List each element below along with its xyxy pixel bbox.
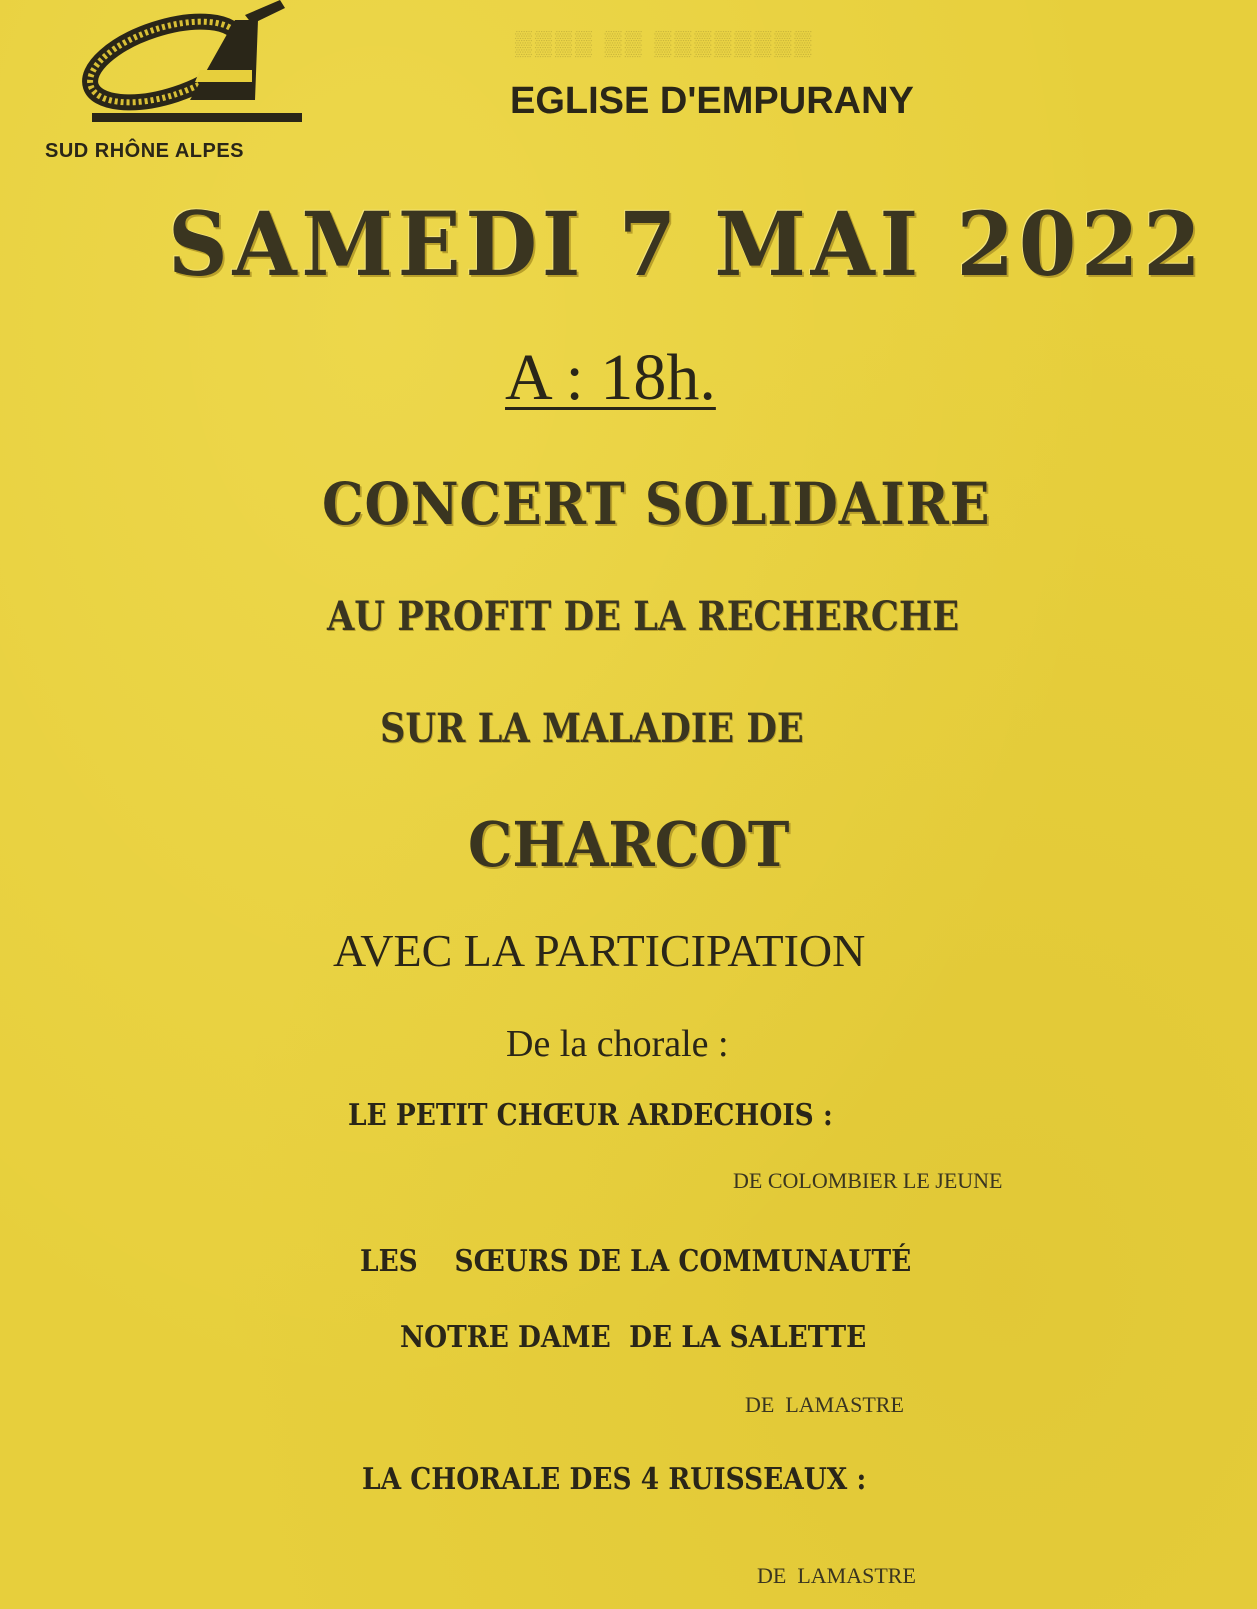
church-name: EGLISE D'EMPURANY	[510, 80, 914, 122]
event-time: A : 18h.	[505, 341, 716, 414]
choir-name-line-1: LES SŒURS DE LA COMMUNAUTÉ	[360, 1244, 912, 1279]
choir-origin: DE LAMASTRE	[757, 1563, 916, 1588]
choir-name-line-2: NOTRE DAME DE LA SALETTE	[400, 1320, 867, 1355]
disease-name: CHARCOT	[468, 808, 790, 881]
chorale-intro: De la chorale :	[506, 1023, 729, 1065]
purpose-line-2: SUR LA MALADIE DE	[380, 705, 804, 752]
choir-origin: DE COLOMBIER LE JEUNE	[733, 1168, 1003, 1193]
participation-heading: AVEC LA PARTICIPATION	[333, 925, 866, 976]
choir-origin: DE LAMASTRE	[745, 1392, 904, 1417]
purpose-line-1: AU PROFIT DE LA RECHERCHE	[327, 593, 960, 640]
choir-name: LE PETIT CHŒUR ARDECHOIS :	[348, 1098, 833, 1133]
faded-stamp: ▒▒▒▒ ▒▒ ▒▒▒▒▒▒▒▒	[515, 30, 815, 57]
choir-name: LA CHORALE DES 4 RUISSEAUX :	[362, 1462, 867, 1497]
event-title: CONCERT SOLIDAIRE	[322, 470, 991, 538]
event-date: SAMEDI 7 MAI 2022	[168, 192, 1206, 296]
logo-caption: SUD RHÔNE ALPES	[45, 140, 245, 162]
